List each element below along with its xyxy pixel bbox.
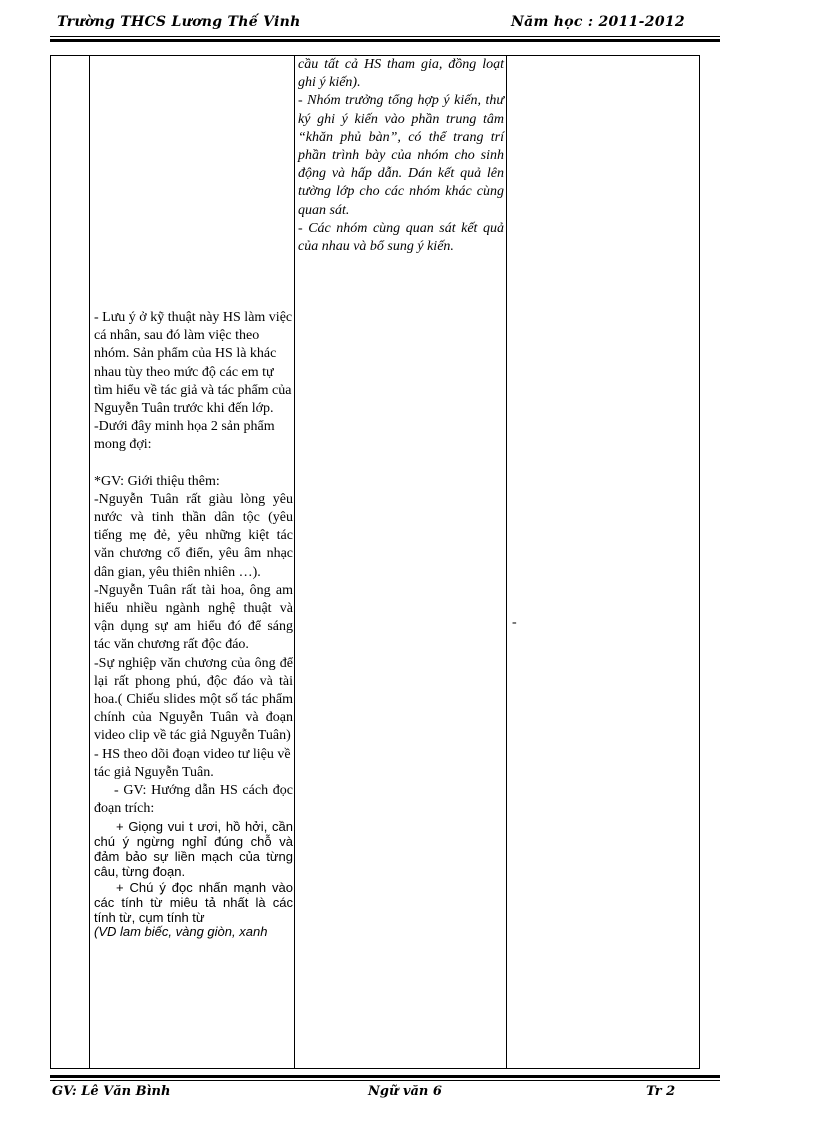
table-bottom-border [50, 1068, 700, 1069]
teacher-note: - HS theo dõi đoạn video tư liệu về tác giả Nguyễn Tuân. [94, 746, 291, 780]
student-activity-cell [298, 56, 504, 256]
teacher-note: - Lưu ý ở kỹ thuật này HS làm việc cá nhân, sau đó làm việc theo nhóm. Sản phẩm của HS là khác nhau tùy theo mức độ các em tự tìm hiểu về tác giả và tác phẩm của Nguyễn Tuân trước khi đến lớp. [94, 310, 293, 417]
school-year: Năm học : 2011-2012 [511, 14, 685, 30]
teacher-activity-cell [94, 309, 293, 940]
reading-guide: (VD lam biếc, vàng giòn, xanh [94, 924, 268, 940]
table-col-divider [294, 55, 295, 1069]
table-col-divider [699, 55, 700, 1069]
teacher-note: -Dưới đây minh họa 2 sản phẩm mong đợi: [94, 419, 275, 453]
table-col-divider [89, 55, 90, 1069]
teacher-note: -Sự nghiệp văn chương của ông để lại rất phong phú, độc đáo và tài hoa.( Chiếu slides một số tác phẩm chính của Nguyễn Tuân và đoạn video clip về tác giả Nguyễn Tuân) [94, 655, 293, 744]
school-name: Trường THCS Lương Thế Vinh [57, 14, 301, 30]
footer-rule-thick [50, 1075, 720, 1078]
teacher-name: GV: Lê Văn Bình [52, 1084, 171, 1099]
activity-paragraph: cầu tất cả HS tham gia, đồng loạt ghi ý kiến). [298, 57, 504, 91]
table-col-divider [50, 55, 51, 1069]
page-number: Tr 2 [646, 1084, 676, 1099]
table-col-divider [506, 55, 507, 1069]
activity-paragraph: - Nhóm trưởng tổng hợp ý kiến, thư ký ghi ý kiến vào phần trung tâm “khăn phủ bàn”, có thể trang trí phần trình bày của nhóm cho sinh động và hấp dẫn. Dán kết quả lên tường lớp cho các nhóm khác cùng quan sát. [298, 93, 504, 218]
reading-guide: + Chú ý đọc nhấn mạnh vào các tính từ miêu tả nhất là các tính từ, cụm tính từ [94, 880, 293, 925]
subject-name: Ngữ văn 6 [368, 1084, 442, 1099]
header-rule-thick [50, 39, 720, 42]
teacher-note: *GV: Giới thiệu thêm: [94, 473, 220, 489]
reading-guide: + Giọng vui t ươi, hồ hởi, cần chú ý ngừng nghỉ đúng chỗ và đảm bảo sự liền mạch của từng câu, từng đoạn. [94, 819, 293, 879]
footer-rule [50, 1080, 720, 1081]
teacher-note: - GV: Hướng dẫn HS cách đọc đoạn trích: [94, 783, 293, 817]
header-rule [50, 36, 720, 37]
activity-paragraph: - Các nhóm cùng quan sát kết quả của nhau và bổ sung ý kiến. [298, 220, 504, 255]
notes-cell: - [512, 615, 517, 630]
teacher-note: -Nguyễn Tuân rất tài hoa, ông am hiểu nhiều ngành nghệ thuật và vận dụng sự am hiểu đó để sáng tác văn chương rất độc đáo. [94, 582, 293, 653]
teacher-note: -Nguyễn Tuân rất giàu lòng yêu nước và tinh thần dân tộc (yêu tiếng mẹ đẻ, yêu những kiệt tác văn chương cổ điển, yêu âm nhạc dân gian, yêu thiên nhiên …). [94, 491, 293, 580]
